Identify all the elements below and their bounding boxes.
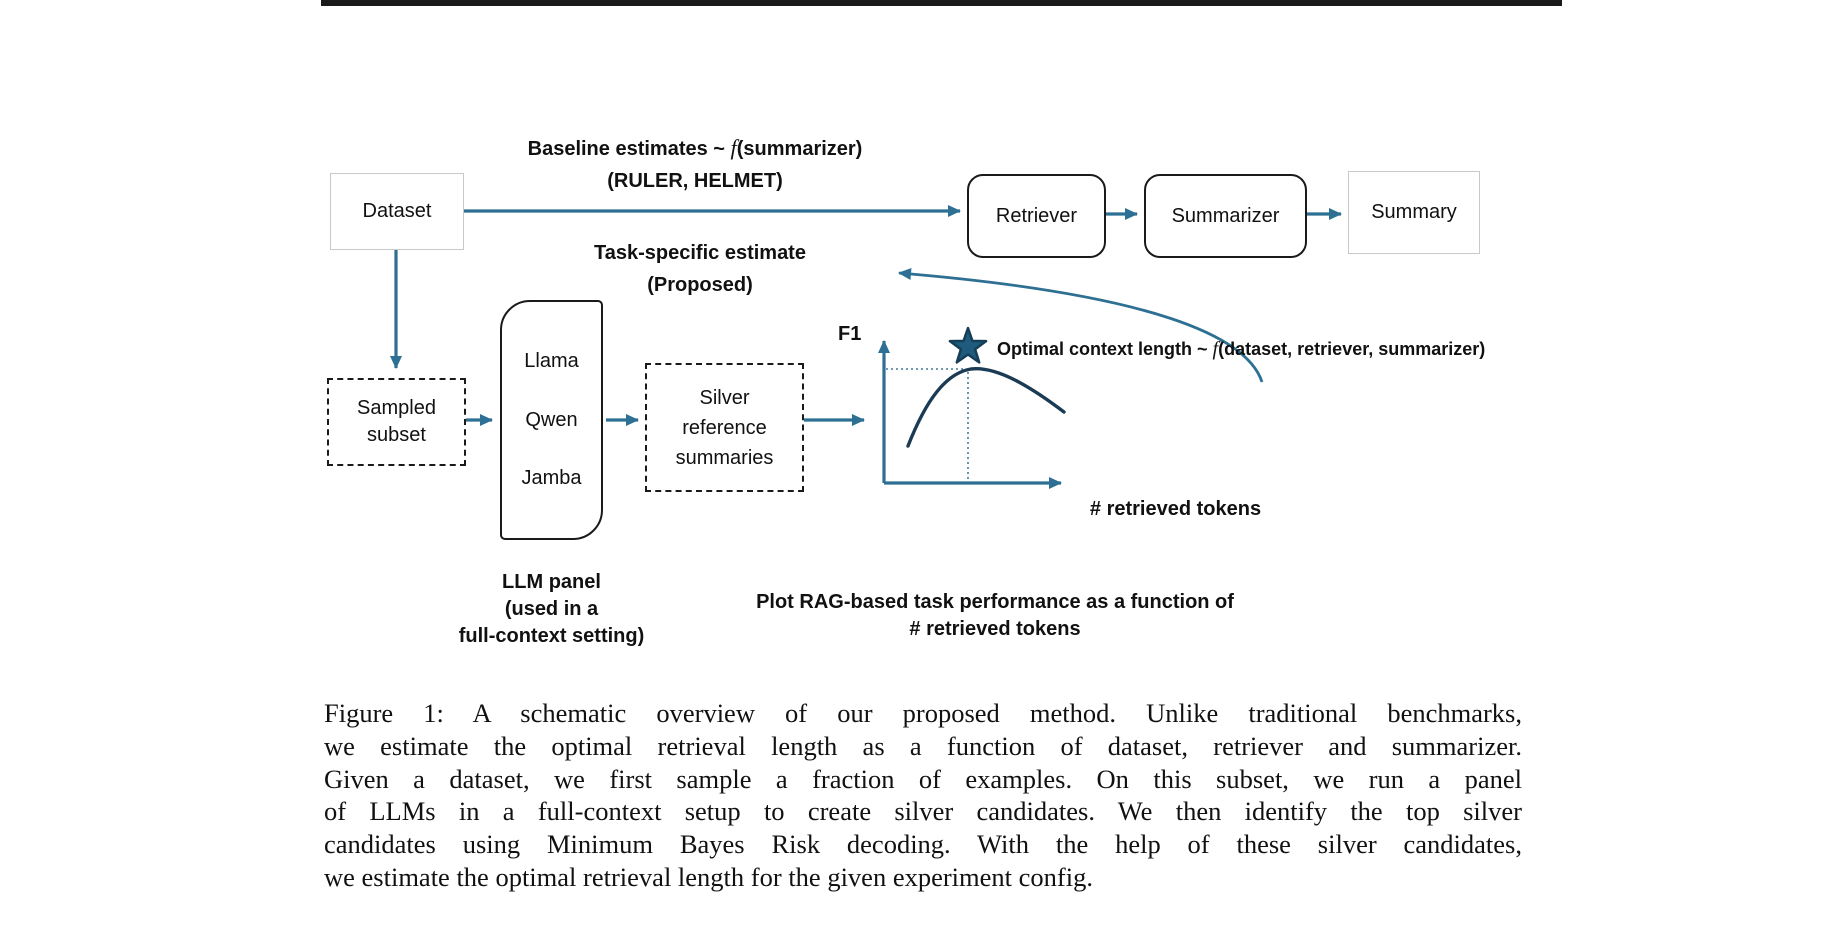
llm-model-jamba: Jamba [521,467,582,490]
caption-line: candidates using Minimum Bayes Risk decoding. With the help of these silver candidates, [324,829,1522,860]
performance-curve [908,369,1064,446]
caption-line: Figure 1: A schematic overview of our proposed method. Unlike traditional benchmarks, [324,698,1522,728]
plot-note-line2: # retrieved tokens [909,618,1081,640]
llm-model-llama: Llama [524,349,579,372]
plot-note-caption [715,589,1275,643]
retriever-label: Retriever [995,204,1078,227]
llm-panel-box [500,300,603,540]
silver-line2: reference [682,416,767,439]
optimal-context-label [997,338,1537,360]
dataset-label: Dataset [362,200,432,222]
optimal-prefix: Optimal context length ~ [997,339,1213,359]
baseline-prefix: Baseline estimates ~ [527,138,731,160]
sampled-subset-line1: Sampled [357,397,436,419]
retriever-box [967,174,1106,258]
baseline-math-f: f [730,135,737,160]
caption-line: we estimate the optimal retrieval length for the given experiment config. [324,861,1093,892]
sampled-subset-box [327,378,466,466]
star-icon [950,328,986,362]
plot-note-line1: Plot RAG-based task performance as a function of [756,591,1234,613]
baseline-estimates-label [440,132,950,197]
llm-panel-caption [419,569,684,650]
task-specific-label [445,237,955,301]
silver-summaries-box [645,363,804,492]
summary-box [1348,171,1480,254]
retrieved-tokens-axis-label: # retrieved tokens [1089,498,1262,520]
baseline-line1 [440,132,950,165]
top-rule-divider [321,0,1562,6]
summary-label: Summary [1371,201,1457,223]
llm-panel-caption-line3: full-context setting) [458,625,645,647]
silver-line1: Silver [699,386,750,409]
task-line2: (Proposed) [647,274,753,296]
caption-line: Given a dataset, we first sample a fraction of examples. On this subset, we run a panel [324,763,1522,794]
sampled-subset-line2: subset [367,424,426,446]
caption-line: of LLMs in a full-context setup to create silver candidates. We then identify the top silver [324,796,1522,827]
caption-line: we estimate the optimal retrieval length as a function of dataset, retriever and summarizer. [324,730,1522,761]
baseline-line2: (RULER, HELMET) [607,170,783,192]
task-line1: Task-specific estimate [594,242,806,264]
f1-axis-label: F1 [838,323,862,345]
optimal-math-f: f [1212,338,1219,360]
summarizer-label: Summarizer [1171,204,1280,227]
llm-panel-caption-line2: (used in a [504,598,599,620]
figure-caption [324,697,1522,894]
silver-line3: summaries [675,446,774,469]
llm-panel-caption-line1: LLM panel [502,571,601,593]
optimal-suffix: (dataset, retriever, summarizer) [1218,339,1486,359]
llm-model-qwen: Qwen [525,408,578,431]
summarizer-box [1144,174,1307,258]
baseline-suffix: (summarizer) [736,138,863,160]
